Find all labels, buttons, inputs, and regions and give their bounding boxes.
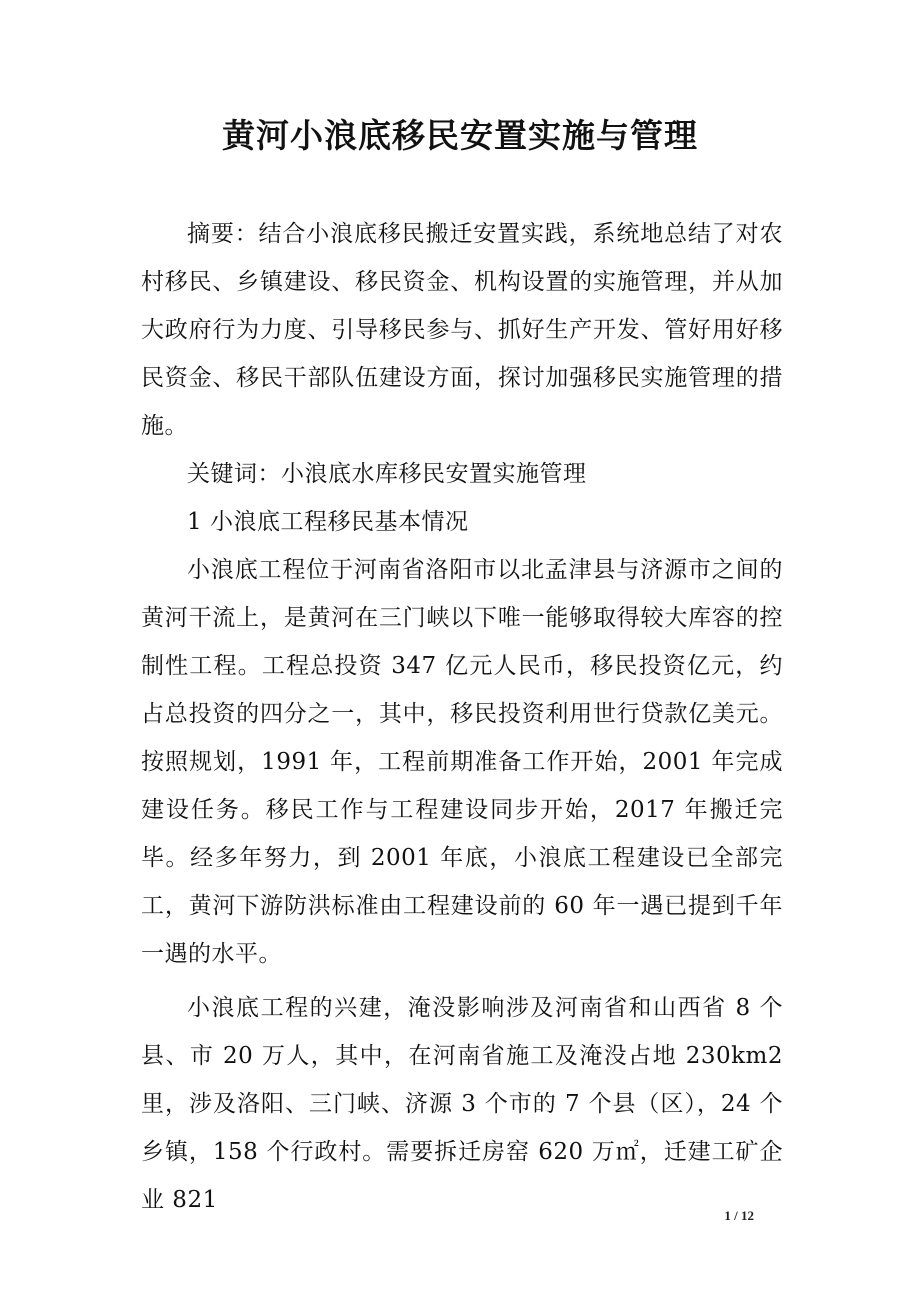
body-paragraph: 小浪底工程位于河南省洛阳市以北孟津县与济源市之间的黄河干流上，是黄河在三门峡以下唯一能够取得较大库容的控制性工程。工程总投资 347 亿元人民币，移民投资亿元，约占总投资的四分之一，其中，移民投资利用世行贷款亿美元。按照规划，1991 年，工程前期准备工作开始，2001 年完成建设任务。移民工作与工程建设同步开始，2017 年搬迁完毕。经多年努力，到 2001 年底，小浪底工程建设已全部完工，黄河下游防洪标准由工程建设前的 60 年一遇已提到千年一遇的水平。 xyxy=(141,557,783,967)
document-title: 黄河小浪底移民安置实施与管理 xyxy=(222,116,698,155)
section-heading: 1 小浪底工程移民基本情况 xyxy=(187,509,469,535)
body-paragraph: 小浪底工程的兴建，淹没影响涉及河南省和山西省 8 个县、市 20 万人，其中，在河南省施工及淹没占地 230km2 里，涉及洛阳、三门峡、济源 3 个市的 7 个县（区），24 个乡镇，158 个行政村。需要拆迁房窑 620 万㎡，迁建工矿企业 821 xyxy=(141,995,783,1213)
page-number: 1 / 12 xyxy=(724,1208,754,1223)
abstract-paragraph: 摘要：结合小浪底移民搬迁安置实践，系统地总结了对农村移民、乡镇建设、移民资金、机构设置的实施管理，并从加大政府行为力度、引导移民参与、抓好生产开发、管好用好移民资金、移民干部队伍建设方面，探讨加强移民实施管理的措施。 xyxy=(141,221,783,439)
document-body xyxy=(141,210,783,1224)
keywords-paragraph: 关键词：小浪底水库移民安置实施管理 xyxy=(187,461,587,487)
